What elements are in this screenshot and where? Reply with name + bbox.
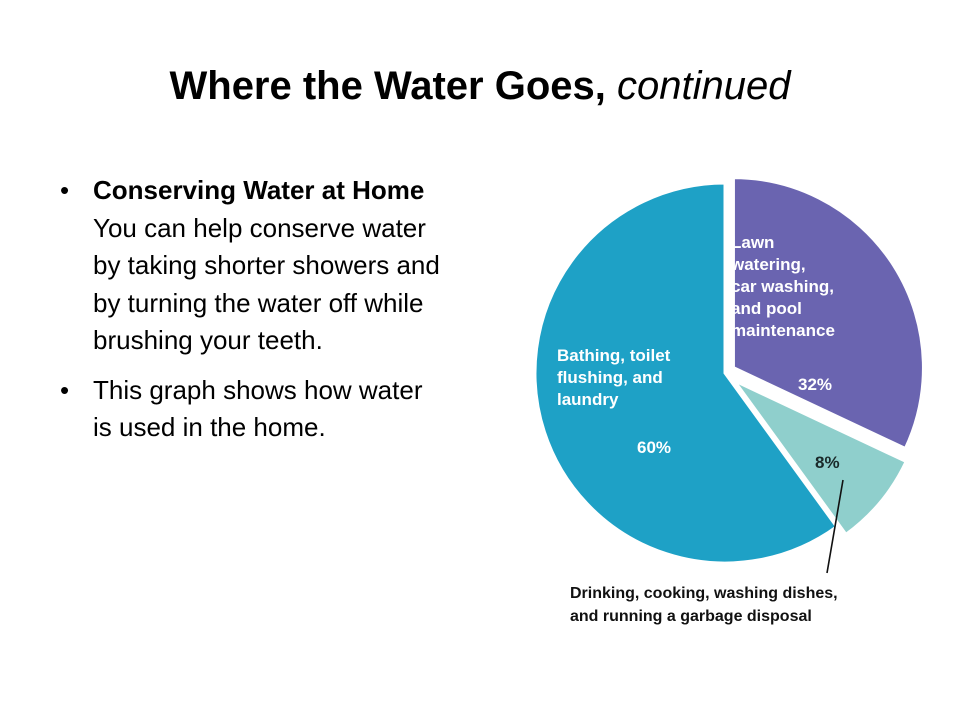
slice-label: maintenance	[731, 321, 835, 340]
title-subtitle: continued	[617, 64, 791, 108]
slice-value-label: 32%	[798, 375, 833, 394]
bullet-marker: •	[60, 175, 70, 205]
slice-label: car washing,	[731, 277, 834, 296]
callout-label: Drinking, cooking, washing dishes,	[570, 585, 838, 602]
water-use-pie-chart	[525, 178, 930, 648]
slice-value-label: 60%	[637, 438, 672, 457]
slice-label: and pool	[731, 299, 802, 318]
slice-value-label: 8%	[815, 453, 840, 472]
bullet-item	[60, 172, 445, 360]
pie-chart-svg	[525, 178, 930, 648]
bullet-text: This graph shows how water is used in the home.	[93, 374, 423, 442]
slice-label: laundry	[557, 390, 619, 409]
slice-label: watering,	[731, 255, 806, 274]
title-main: Where the Water Goes,	[169, 64, 606, 108]
slice-label: Bathing, toilet	[557, 346, 671, 365]
bullet-item	[60, 372, 445, 447]
callout-label: and running a garbage disposal	[570, 608, 812, 625]
bullet-heading: Conserving Water at Home	[93, 175, 425, 205]
slice-label: Lawn	[731, 233, 775, 252]
slide-title	[0, 58, 960, 114]
slice-label: flushing, and	[557, 368, 663, 387]
bullet-text: You can help conserve water by taking shorter showers and by turning the water off while brushing your teeth.	[93, 212, 440, 355]
bullet-list	[60, 172, 445, 459]
bullet-marker: •	[60, 374, 70, 405]
